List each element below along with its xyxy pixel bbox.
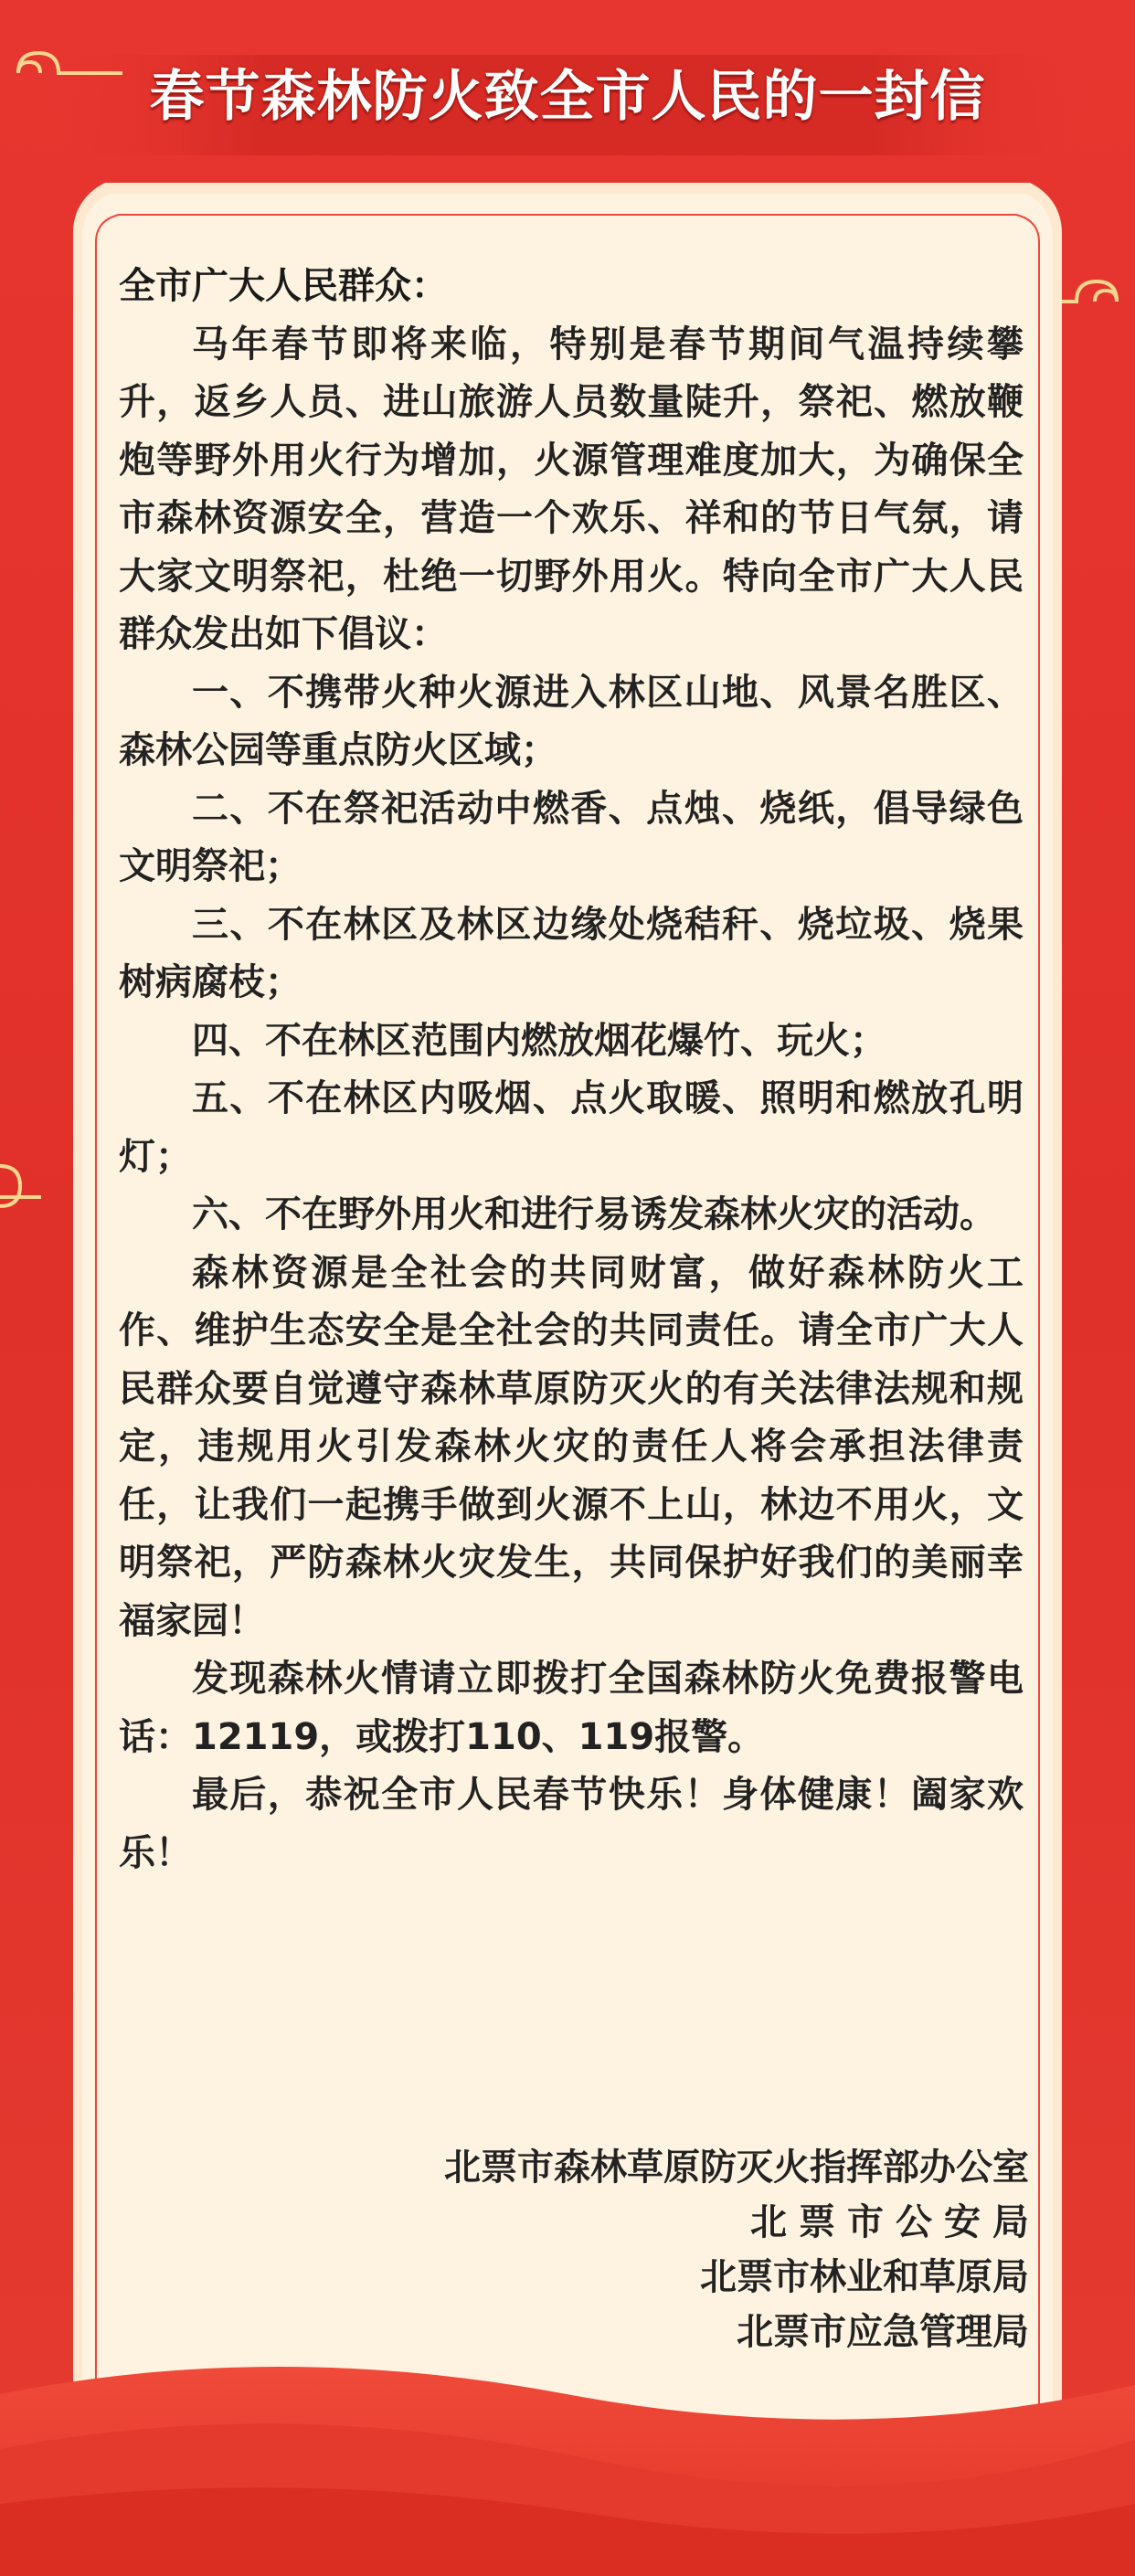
letter-salutation: 全市广大人民群众： xyxy=(119,265,448,307)
signature-line: 北票市林业和草原局 xyxy=(700,2256,1029,2298)
signature-line: 北票市公安局 xyxy=(750,2201,1041,2243)
proposal-item-4: 四、不在林区范围内燃放烟花爆竹、玩火； xyxy=(192,1019,886,1062)
proposal-item-6: 六、不在野外用火和进行易诱发森林火灾的活动。 xyxy=(192,1193,996,1235)
letter-body xyxy=(119,258,1024,1882)
proposal-item-3: 三、不在林区及林区边缘处烧秸秆、烧垃圾、烧果树病腐枝； xyxy=(119,903,1024,1003)
proposal-item-5: 五、不在林区内吸烟、点火取暖、照明和燃放孔明灯； xyxy=(119,1077,1024,1178)
signature-line: 北票市应急管理局 xyxy=(737,2311,1029,2353)
emergency-phone-paragraph: 发现森林火情请立即拨打全国森林防火免费报警电话：12119，或拨打110、119报警。 xyxy=(119,1658,1024,1758)
letter-paragraph: 森林资源是全社会的共同财富，做好森林防火工作、维护生态安全是全社会的共同责任。请全市广大人民群众要自觉遵守森林草原防灭火的有关法律法规和规定，违规用火引发森林火灾的责任人将会承担法律责任，让我们一起携手做到火源不上山，林边不用火，文明祭祀，严防森林火灾发生，共同保护好我们的美丽幸福家园！ xyxy=(119,1251,1024,1642)
closing-greeting: 最后，恭祝全市人民春节快乐！身体健康！阖家欢乐！ xyxy=(119,1774,1024,1874)
proposal-item-2: 二、不在祭祀活动中燃香、点烛、烧纸，倡导绿色文明祭祀； xyxy=(119,787,1024,887)
signature-block xyxy=(444,2140,1041,2359)
proposal-item-1: 一、不携带火种火源进入林区山地、风景名胜区、森林公园等重点防火区域； xyxy=(119,671,1024,771)
page-title: 春节森林防火致全市人民的一封信 xyxy=(149,65,986,129)
letter-paragraph: 马年春节即将来临，特别是春节期间气温持续攀升，返乡人员、进山旅游人员数量陡升，祭祀、燃放鞭炮等野外用火行为增加，火源管理难度加大，为确保全市森林资源安全，营造一个欢乐、祥和的节日气氛，请大家文明祭祀，杜绝一切野外用火。特向全市广大人民群众发出如下倡议： xyxy=(119,323,1024,655)
signature-line: 北票市森林草原防灭火指挥部办公室 xyxy=(444,2147,1029,2189)
